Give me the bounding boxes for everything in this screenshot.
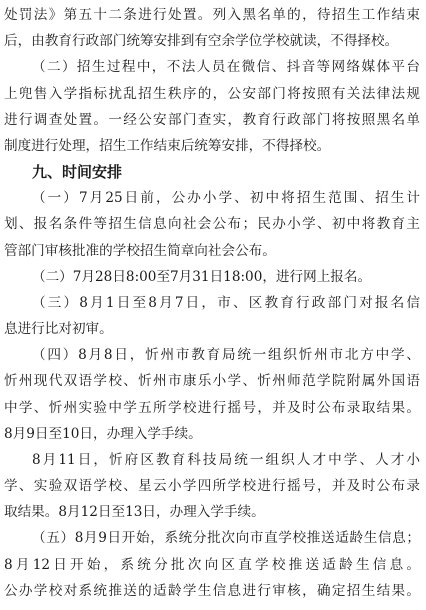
text-line: 划、报名条件等招生信息向社会公布；民办小学、初中将教育主 (4, 216, 420, 233)
text-line: 后，由教育行政部门统筹安排到有空余学位学校就读，不得择校。 (4, 33, 399, 50)
text-line: （一）7月25日前，公办小学、初中将招生范围、招生计 (32, 190, 420, 207)
text-line: 管部门审核批准的学校招生简章向社会公布。 (4, 242, 276, 259)
text-line: （三）8月1日至8月7日，市、区教育行政部门对报名信 (32, 294, 420, 311)
text-line: 学、实验双语学校、星云小学四所学校进行摇号，并及时公布录 (4, 478, 420, 495)
text-line: 忻州现代双语学校、忻州市康乐小学、忻州师范学院附属外国语 (4, 373, 420, 390)
text-line: （二）招生过程中，不法人员在微信、抖音等网络媒体平台 (32, 59, 420, 76)
text-line: （五）8月9日开始，系统分批次向市直学校推送适龄生信息； (32, 530, 420, 547)
text-line: 取结果。8月12日至13日，办理入学手续。 (4, 504, 265, 521)
text-line: 息进行比对初审。 (4, 321, 113, 338)
text-line: 中学、忻州实验中学五所学校进行摇号，并及时公布录取结果。 (4, 399, 420, 416)
text-line: （二）7月28日8:00至7月31日18:00，进行网上报名。 (32, 268, 372, 285)
text-line: 处罚法》第五十二条进行处置。列入黑名单的，待招生工作结束 (4, 7, 420, 23)
text-line: 进行调查处置。一经公安部门查实，教育行政部门将按照黑名单 (4, 111, 420, 128)
text-line: 8月9日至10日，办理入学手续。 (4, 425, 202, 442)
text-line: （四）8月8日，忻州市教育局统一组织忻州市北方中学、 (32, 347, 420, 364)
text-line: 上兜售入学指标扰乱招生秩序的，公安部门将按照有关法律法规 (4, 85, 420, 102)
text-line: 制度进行处理，招生工作结束后统筹安排，不得择校。 (4, 137, 331, 154)
text-line: 8月11日，忻府区教育科技局统一组织人才中学、人才小 (32, 451, 420, 468)
section-heading: 九、时间安排 (32, 163, 123, 182)
text-line: 公办学校对系统推送的适龄学生信息进行审核，确定招生结果。 (4, 582, 420, 599)
text-line: 8月12日开始，系统分批次向区直学校推送适龄生信息。 (4, 556, 420, 573)
